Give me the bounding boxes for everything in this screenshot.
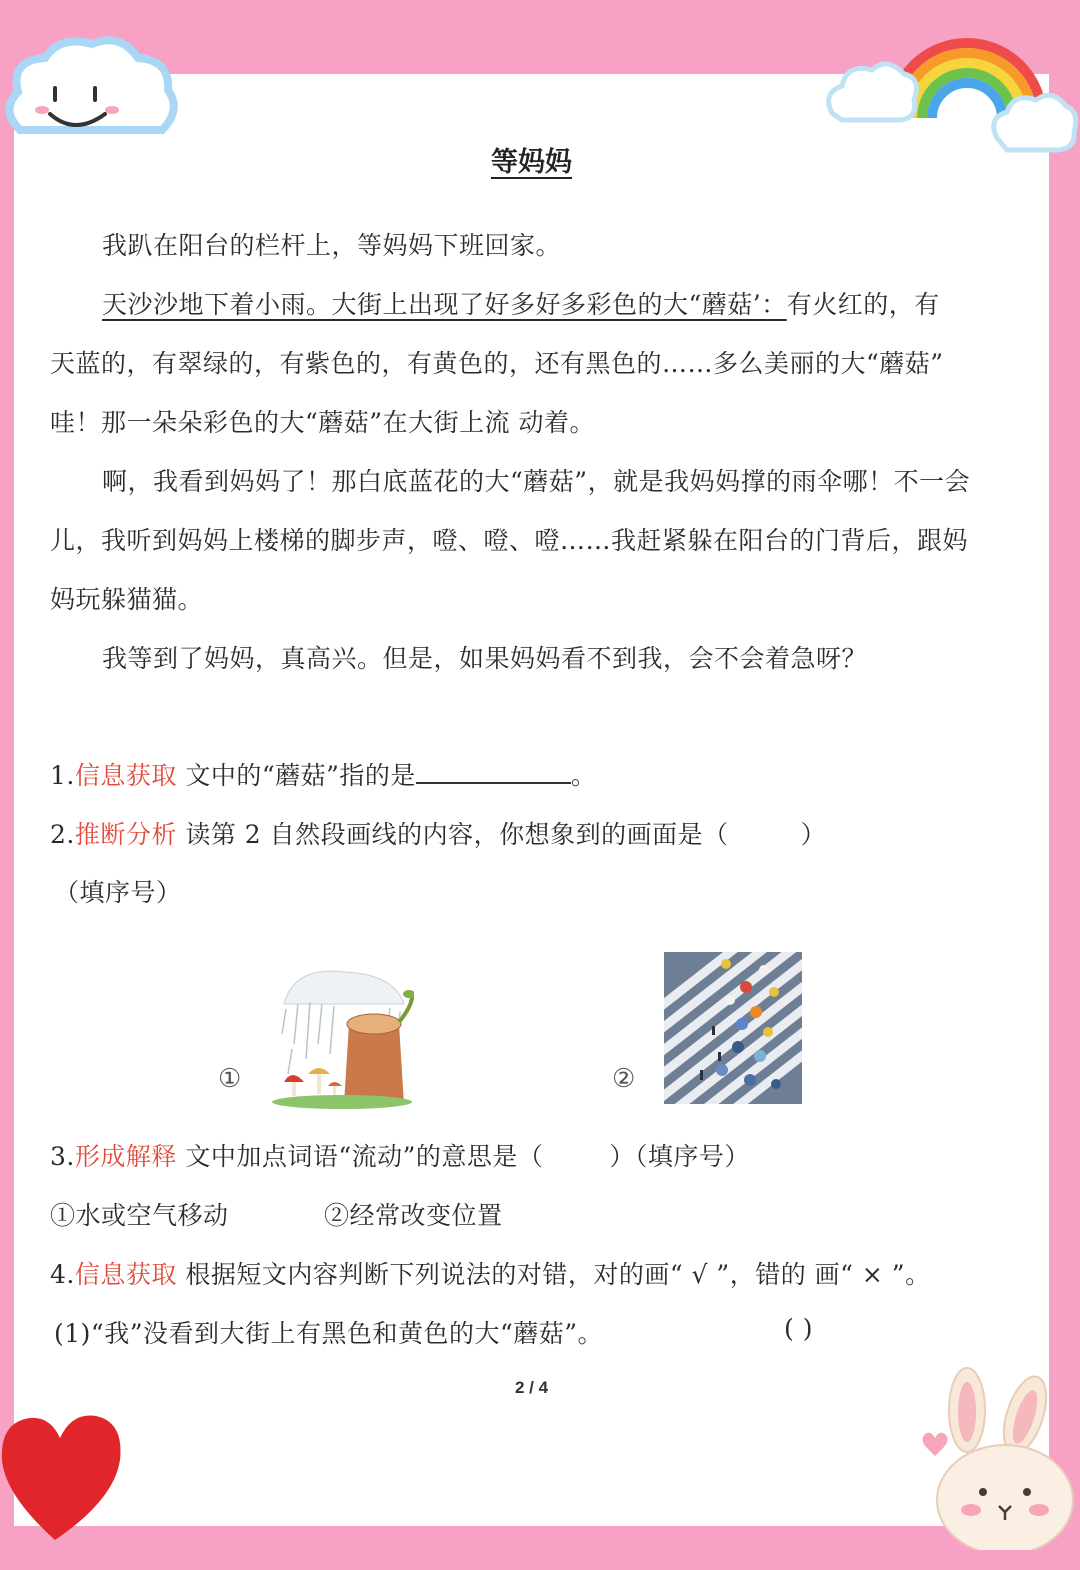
passage-title: 等妈妈 bbox=[491, 147, 572, 178]
question-2: 2.推断分析 读第 2 自然段画线的内容，你想象到的画面是（ ） bbox=[50, 820, 827, 849]
option-2-label: ② bbox=[612, 1064, 636, 1094]
bunny-icon bbox=[905, 1360, 1080, 1550]
page-number: 2 / 4 bbox=[514, 1378, 549, 1397]
underlined-sentence: 天沙沙地下着小雨。大街上出现了好多好多彩色的大“蘑菇’： bbox=[102, 290, 787, 319]
option-1-label: ① bbox=[218, 1064, 242, 1094]
paragraph-3-line-2: 儿，我听到妈妈上楼梯的脚步声，噔、噔、噔……我赶紧躲在阳台的门背后，跟妈 bbox=[50, 526, 969, 555]
answer-blank[interactable] bbox=[416, 762, 571, 784]
rainbow-icon bbox=[822, 8, 1080, 168]
option-2-image[interactable] bbox=[664, 952, 802, 1104]
paragraph-3-line-3: 妈玩躲猫猫。 bbox=[50, 585, 204, 614]
question-tag: 形成解释 bbox=[74, 1142, 177, 1171]
paragraph-4: 我等到了妈妈，真高兴。但是，如果妈妈看不到我，会不会着急呀？ bbox=[102, 644, 868, 673]
red-heart-icon bbox=[0, 1400, 125, 1545]
question-3: 3.形成解释 文中加点词语“流动”的意思是（ ）（填序号） bbox=[50, 1142, 750, 1171]
paragraph-1: 我趴在阳台的栏杆上，等妈妈下班回家。 bbox=[102, 231, 562, 260]
question-1: 1.信息获取 文中的“蘑菇”指的是 。 bbox=[50, 761, 597, 790]
question-3-choice-2: ②经常改变位置 bbox=[324, 1201, 503, 1230]
worksheet-page bbox=[14, 74, 1049, 1526]
question-3-choice-1: ①水或空气移动 bbox=[50, 1201, 229, 1230]
smiling-cloud-icon bbox=[0, 30, 185, 155]
tree-stump-mushrooms-rain-icon bbox=[264, 964, 414, 1114]
question-tag: 信息获取 bbox=[74, 761, 177, 790]
paragraph-2-line-1: 天沙沙地下着小雨。大街上出现了好多好多彩色的大“蘑菇’：有火红的，有 bbox=[102, 290, 940, 319]
question-4-item-1: (1)“我”没看到大街上有黑色和黄色的大“蘑菇”。 bbox=[54, 1319, 604, 1348]
paragraph-2-line-3: 哇！那一朵朵彩色的大“蘑菇”在大街上流 动着。 bbox=[50, 408, 596, 437]
question-2-note: （填序号） bbox=[54, 878, 182, 907]
question-4: 4.信息获取 根据短文内容判断下列说法的对错，对的画“ √ ”，错的 画“ × ”。 bbox=[50, 1260, 931, 1289]
paragraph-2-line-2: 天蓝的，有翠绿的，有紫色的，有黄色的，还有黑色的……多么美丽的大“蘑菇” bbox=[50, 349, 944, 378]
question-tag: 推断分析 bbox=[74, 820, 177, 849]
option-1-image[interactable] bbox=[264, 964, 414, 1114]
paragraph-3-line-1: 啊，我看到妈妈了！那白底蓝花的大“蘑菇”，就是我妈妈撑的雨伞哪！不一会 bbox=[102, 467, 971, 496]
question-4-item-1-answer[interactable]: ( ) bbox=[784, 1314, 813, 1343]
question-tag: 信息获取 bbox=[74, 1260, 177, 1289]
crosswalk-umbrellas-icon bbox=[664, 952, 802, 1104]
